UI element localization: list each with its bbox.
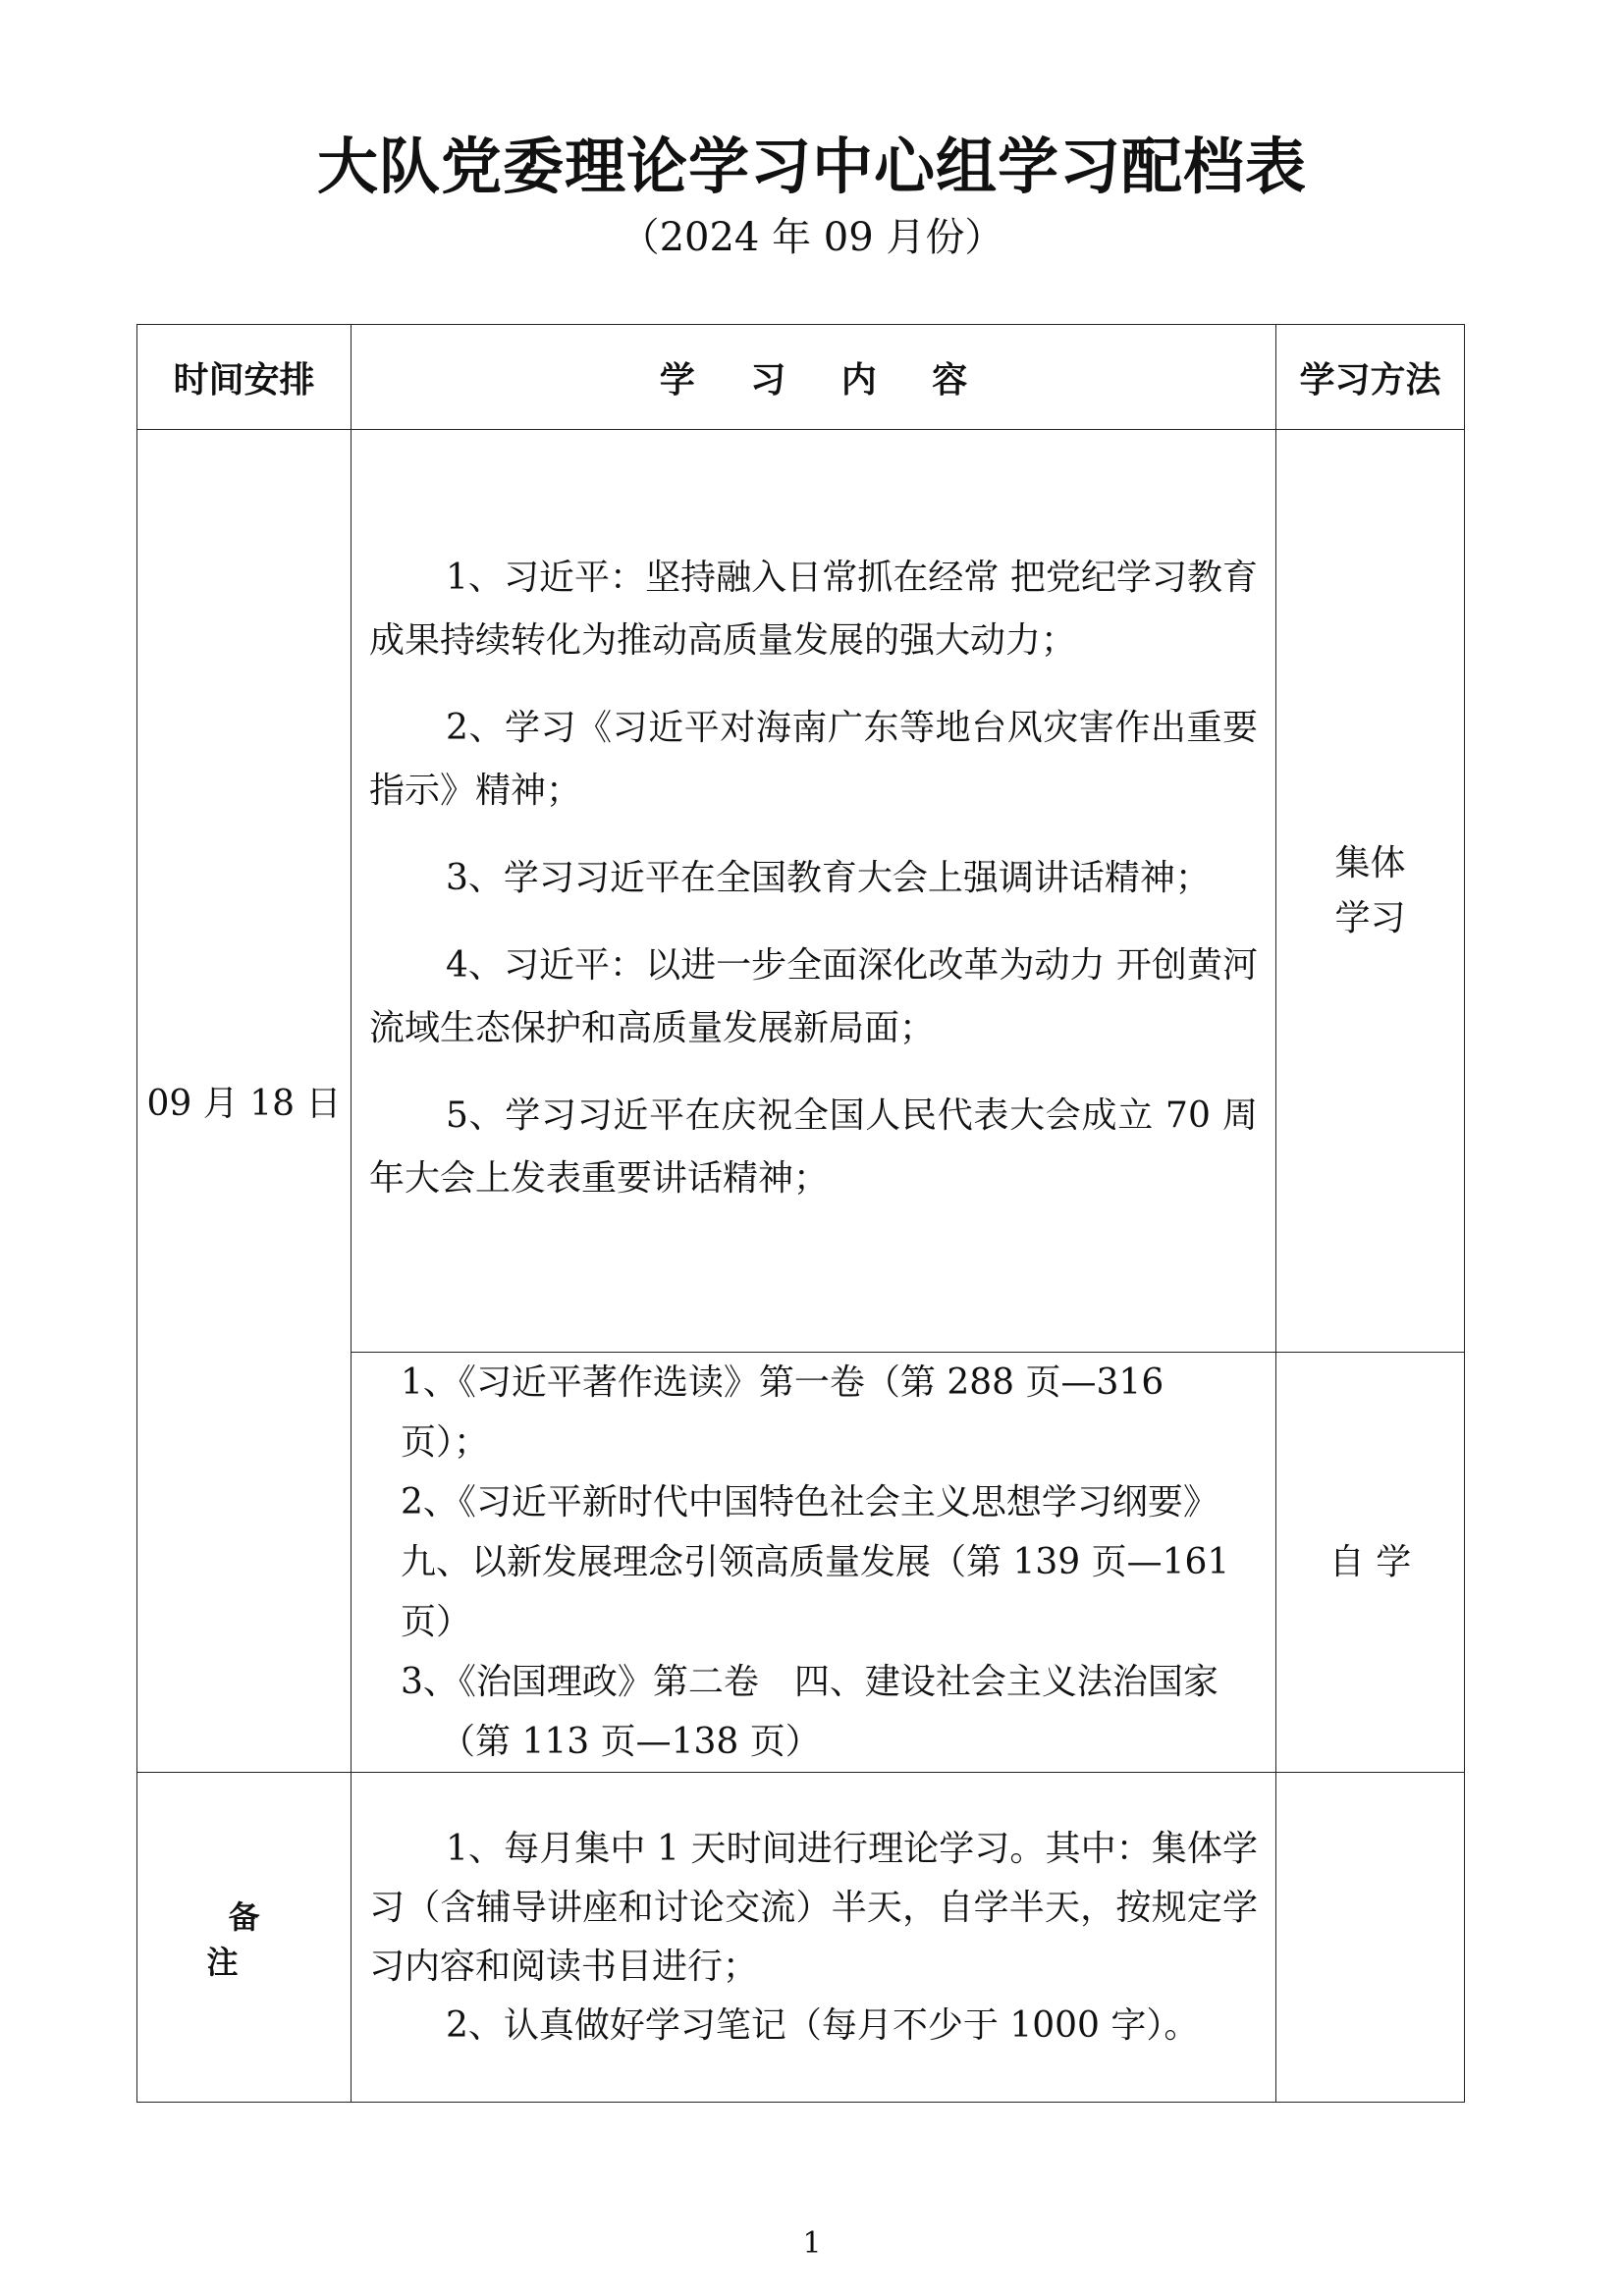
remarks-content [352,1773,1276,2103]
remark-item: 1、每月集中 1 天时间进行理论学习。其中：集体学习（含辅导讲座和讨论交流）半天，自学半天，按规定学习内容和阅读书目进行； [369,1828,1258,1987]
group-study-item: 4、习近平：以进一步全面深化改革为动力 开创黄河流域生态保护和高质量发展新局面； [369,945,1258,1048]
group-study-item: 1、习近平：坚持融入日常抓在经常 把党纪学习教育成果持续转化为推动高质量发展的强大动力； [369,558,1258,661]
group-study-method-line: 集体 [1334,842,1406,883]
remarks-empty-cell [1276,1773,1465,2103]
table-row-remarks [137,1773,1465,2103]
header-time: 时间安排 [137,325,352,430]
document-subtitle: （2024 年 09 月份） [620,215,1004,260]
document-title: 大队党委理论学习中心组学习配档表 [316,131,1307,202]
page-number: 1 [802,2226,822,2261]
group-study-method-line: 学习 [1334,897,1406,938]
table-header-row [137,325,1465,430]
header-content: 学 习 内 容 [352,325,1276,430]
header-method: 学习方法 [1276,325,1465,430]
group-study-item: 2、学习《习近平对海南广东等地台风灾害作出重要指示》精神； [369,708,1258,811]
study-date: 09 月 18 日 [137,430,352,1773]
group-study-content [352,430,1276,1353]
self-study-item: 1、《习近平著作选读》第一卷（第 288 页—316 页）； [401,1362,1164,1463]
remark-item: 2、认真做好学习笔记（每月不少于 1000 字）。 [446,2004,1200,2046]
self-study-content [352,1353,1276,1773]
self-study-method: 自 学 [1276,1353,1465,1773]
group-study-item: 5、学习习近平在庆祝全国人民代表大会成立 70 周年大会上发表重要讲话精神； [369,1095,1258,1199]
remarks-label: 备 注 [137,1773,352,2103]
self-study-item: 3、《治国理政》第二卷 四、建设社会主义法治国家（第 113 页—138 页） [401,1662,1218,1762]
group-study-item: 3、学习习近平在全国教育大会上强调讲话精神； [446,858,1211,898]
table-row-group-study [137,430,1465,1353]
self-study-item: 2、《习近平新时代中国特色社会主义思想学习纲要》九、以新发展理念引领高质量发展（第 139 页—161 页） [401,1482,1230,1642]
group-study-method [1276,430,1465,1353]
study-schedule-table [136,324,1465,2103]
